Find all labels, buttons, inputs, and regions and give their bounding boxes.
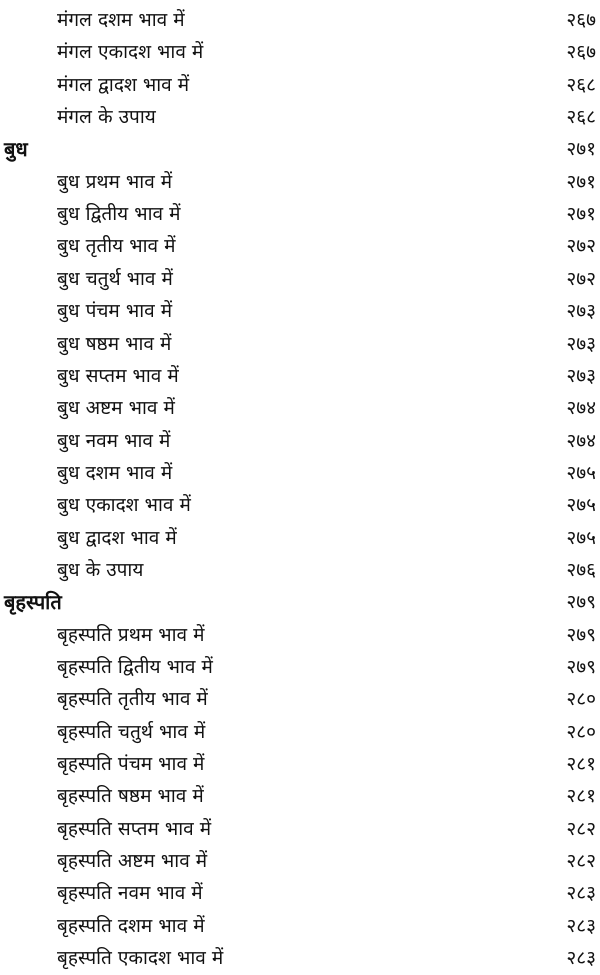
entry-title: बृहस्पति तृतीय भाव में — [57, 688, 208, 711]
page-number: २८१ — [566, 785, 596, 808]
page-number: २७३ — [566, 300, 596, 323]
entry-title: मंगल दशम भाव में — [57, 9, 185, 31]
entry-title: बृहस्पति चतुर्थ भाव में — [57, 720, 206, 743]
toc-entry — [0, 360, 600, 392]
page-number: २७२ — [566, 235, 596, 258]
entry-title: बुध तृतीय भाव में — [57, 235, 176, 258]
page-number: २७९ — [566, 623, 596, 646]
entry-title: मंगल के उपाय — [57, 106, 156, 129]
entry-title: बुध चतुर्थ भाव में — [57, 267, 173, 290]
toc-entry — [0, 166, 600, 198]
page-number: २७४ — [566, 397, 596, 420]
toc-entry — [0, 489, 600, 521]
toc-entry — [0, 101, 600, 133]
toc-entry — [0, 845, 600, 877]
page-number: २६८ — [566, 73, 596, 96]
page-number: २७५ — [566, 494, 596, 517]
page-number: २७९ — [566, 656, 596, 678]
toc-entry — [0, 230, 600, 262]
entry-title: बुध प्रथम भाव में — [57, 170, 173, 193]
toc-entry — [0, 651, 600, 683]
toc-entry — [0, 69, 600, 101]
toc-section-heading — [0, 133, 600, 165]
entry-title: मंगल एकादश भाव में — [57, 41, 204, 64]
page-number: २७३ — [566, 332, 596, 355]
page-number: २७३ — [566, 364, 596, 387]
page-number: २८० — [566, 688, 596, 711]
toc-entry — [0, 392, 600, 424]
toc-section-heading — [0, 586, 600, 618]
entry-title: बृहस्पति षष्ठम भाव में — [57, 785, 204, 808]
toc-entry — [0, 683, 600, 715]
page-number: २७९ — [566, 591, 596, 614]
entry-title: बुध द्वितीय भाव में — [57, 203, 181, 226]
entry-title: बृहस्पति सप्तम भाव में — [57, 817, 212, 840]
page-number: २७२ — [566, 267, 596, 290]
section-title: बृहस्पति — [4, 590, 62, 615]
toc-entry — [0, 877, 600, 909]
toc-entry — [0, 716, 600, 748]
toc-entry — [0, 942, 600, 974]
page-number: २८३ — [566, 914, 596, 937]
entry-title: बुध सप्तम भाव में — [57, 364, 179, 387]
toc-entry — [0, 522, 600, 554]
entry-title: बृहस्पति दशम भाव में — [57, 914, 205, 937]
toc-entry — [0, 554, 600, 586]
entry-title: बृहस्पति एकादश भाव में — [57, 947, 224, 970]
entry-title: बृहस्पति अष्टम भाव में — [57, 850, 208, 873]
entry-title: बृहस्पति द्वितीय भाव में — [57, 656, 213, 678]
page-number: २७१ — [566, 203, 596, 226]
page-number: २८२ — [566, 850, 596, 873]
page-number: २८३ — [566, 882, 596, 905]
toc-entry — [0, 813, 600, 845]
page-number: २८० — [566, 720, 596, 743]
toc-entry — [0, 910, 600, 942]
toc-entry — [0, 425, 600, 457]
entry-title: बुध षष्ठम भाव में — [57, 332, 172, 355]
toc-entry — [0, 780, 600, 812]
page-number: २६७ — [566, 9, 596, 31]
page-number: २६८ — [566, 106, 596, 129]
entry-title: बुध अष्टम भाव में — [57, 397, 175, 420]
page-number: २७१ — [566, 170, 596, 193]
toc-entry — [0, 4, 600, 36]
entry-title: मंगल द्वादश भाव में — [57, 73, 190, 96]
entry-title: बृहस्पति पंचम भाव में — [57, 753, 205, 776]
page-number: २७५ — [566, 526, 596, 549]
entry-title: बुध दशम भाव में — [57, 461, 173, 484]
toc-entry — [0, 457, 600, 489]
entry-title: बुध एकादश भाव में — [57, 494, 191, 517]
page-number: २७४ — [566, 429, 596, 452]
entry-title: बुध पंचम भाव में — [57, 300, 173, 323]
entry-title: बुध द्वादश भाव में — [57, 526, 177, 549]
page-number: २७५ — [566, 461, 596, 484]
page-number: २८३ — [566, 947, 596, 970]
entry-title: बृहस्पति नवम भाव में — [57, 882, 203, 905]
toc-entry — [0, 295, 600, 327]
page-number: २७१ — [566, 138, 596, 161]
page-number: २७६ — [566, 558, 596, 581]
toc-entry — [0, 328, 600, 360]
toc-entry — [0, 619, 600, 651]
toc-entry — [0, 198, 600, 230]
entry-title: बुध के उपाय — [57, 558, 144, 581]
toc-entry — [0, 263, 600, 295]
section-title: बुध — [4, 137, 28, 162]
page-number: २८१ — [566, 753, 596, 776]
entry-title: बृहस्पति प्रथम भाव में — [57, 623, 205, 646]
entry-title: बुध नवम भाव में — [57, 429, 171, 452]
page-number: २६७ — [566, 41, 596, 64]
toc-entry — [0, 748, 600, 780]
toc-entry — [0, 36, 600, 68]
page-number: २८२ — [566, 817, 596, 840]
